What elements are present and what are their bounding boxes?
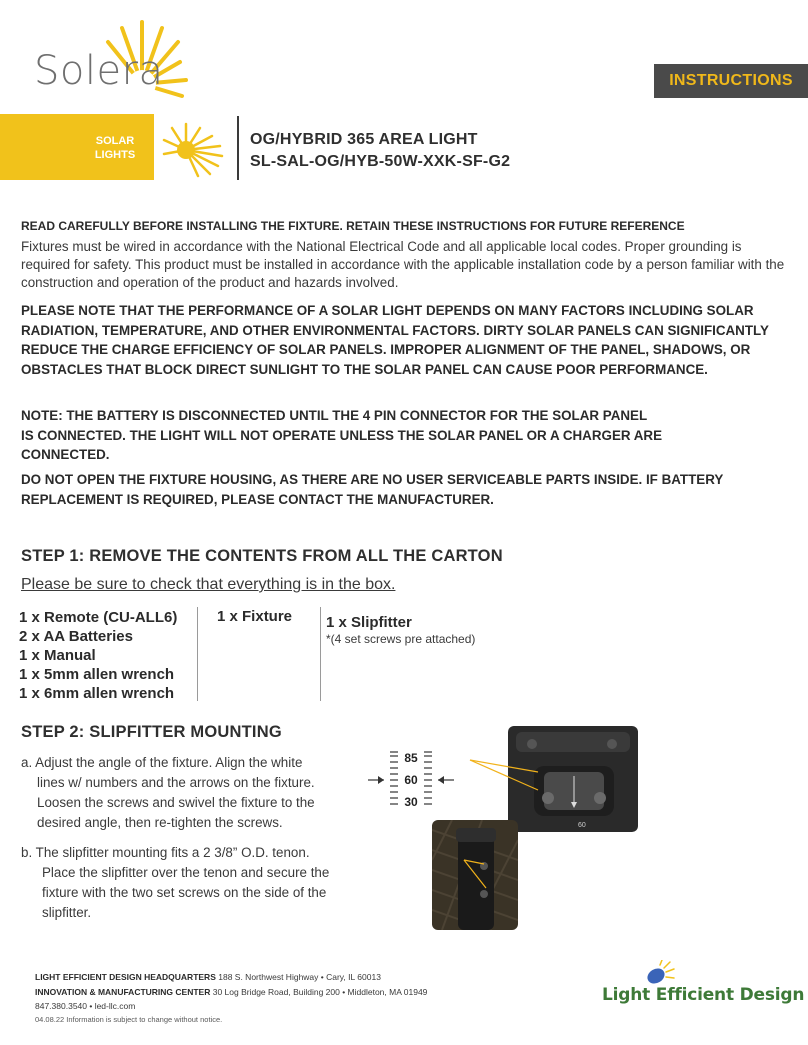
list-item: 2 x AA Batteries: [19, 628, 133, 645]
list-item: 1 x 5mm allen wrench: [19, 666, 175, 683]
column-divider: [197, 607, 198, 701]
instructions-badge: INSTRUCTIONS: [654, 64, 808, 98]
footer-notice: 04.08.22 Information is subject to change without notice.: [35, 1015, 223, 1024]
scale-mark-30: 30: [404, 795, 418, 809]
footer-center: INNOVATION & MANUFACTURING CENTER 30 Log Bridge Road, Building 200 • Middleton, MA 01949: [35, 987, 428, 997]
step1-title: STEP 1: REMOVE THE CONTENTS FROM ALL THE CARTON: [21, 547, 503, 565]
led-bulb-logo-icon: [640, 960, 680, 988]
sun-icon: [160, 120, 230, 180]
step1-check-note: Please be sure to check that everything is in the box.: [21, 576, 396, 593]
slipfitter-note: *(4 set screws pre attached): [326, 632, 476, 646]
step2-instruction-a: a. Adjust the angle of the fixture. Align the white lines w/ numbers and the arrows on the fixture. Loosen the screws and swivel the fixture to the desired angle, then re-tighten the screws.: [21, 755, 315, 830]
callout-arrows: [440, 740, 540, 840]
scale-mark-60: 60: [404, 773, 418, 787]
contents-list-accessories: [19, 608, 197, 703]
title-divider: [237, 116, 239, 180]
step2-instruction-b: b. The slipfitter mounting fits a 2 3/8” O.D. tenon. Place the slipfitter over the tenon and secure the fixture with the two set screws on the side of the slipfitter.: [21, 845, 330, 920]
category-label: SOLAR LIGHTS: [94, 135, 136, 161]
do-not-open-notice: DO NOT OPEN THE FIXTURE HOUSING, AS THERE ARE NO USER SERVICEABLE PARTS INSIDE. IF BATTERY REPLACEMENT IS REQUIRED, PLEASE CONTACT THE MANUFACTURER.: [21, 472, 724, 507]
list-item: 1 x 6mm allen wrench: [19, 685, 175, 702]
photo-angle-label: 60: [578, 822, 586, 829]
list-item: 1 x Remote (CU-ALL6): [19, 609, 178, 626]
wiring-paragraph: Fixtures must be wired in accordance with the National Electrical Code and all applicable local codes. Proper grounding is required for safety. This product must be installed in accordance with the applicable installation code by a person familiar with the construction and operation of the product and hazards involved.: [21, 239, 785, 290]
performance-notice: PLEASE NOTE THAT THE PERFORMANCE OF A SOLAR LIGHT DEPENDS ON MANY FACTORS INCLUDING SOLAR RADIATION, TEMPERATURE, AND OTHER ENVIRONMENTAL FACTORS. DIRTY SOLAR PANELS CAN SIGNIFICANTLY REDUCE THE CHARGE EFFICIENCY OF SOLAR PANELS. IMPROPER ALIGNMENT OF THE PANEL, SHADOWS, OR OBSTACLES THAT BLOCK DIRECT SUNLIGHT TO THE SOLAR PANEL CAN CAUSE POOR PERFORMANCE.: [21, 303, 769, 377]
footer-contact: 847.380.3540 • led-llc.com: [35, 1001, 136, 1011]
footer-hq: LIGHT EFFICIENT DESIGN HEADQUARTERS 188 S. Northwest Highway • Cary, IL 60013: [35, 972, 381, 982]
product-model: SL-SAL-OG/HYB-50W-XXK-SF-G2: [250, 153, 511, 170]
company-logo-text: Light Efficient Design: [602, 985, 805, 1005]
solera-logo-text: Solera: [34, 48, 164, 94]
battery-notice: NOTE: THE BATTERY IS DISCONNECTED UNTIL THE 4 PIN CONNECTOR FOR THE SOLAR PANEL IS CONNECTED. THE LIGHT WILL NOT OPERATE UNLESS THE SOLAR PANEL OR A CHARGER ARE CONNECTED.: [21, 408, 663, 462]
column-divider: [320, 607, 321, 701]
read-carefully-heading: READ CAREFULLY BEFORE INSTALLING THE FIXTURE. RETAIN THESE INSTRUCTIONS FOR FUTURE REFERENCE: [21, 219, 685, 233]
scale-mark-85: 85: [404, 751, 418, 765]
contents-slipfitter: 1 x Slipfitter: [326, 614, 412, 631]
product-title: OG/HYBRID 365 AREA LIGHT: [250, 131, 478, 148]
list-item: 1 x Manual: [19, 647, 96, 664]
step2-title: STEP 2: SLIPFITTER MOUNTING: [21, 723, 282, 741]
contents-fixture: 1 x Fixture: [217, 608, 293, 625]
